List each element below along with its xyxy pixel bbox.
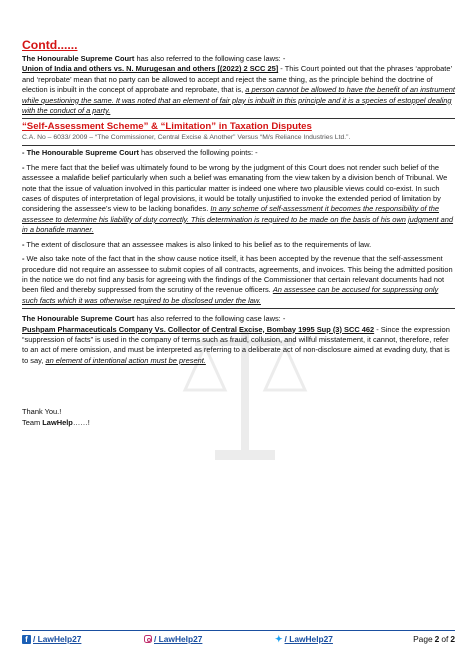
facebook-link[interactable] xyxy=(22,634,81,644)
page-of: of xyxy=(441,634,449,644)
case-text: - This Court pointed out that the phrases ‘approbate’ and ‘reprobate’ mean that no party can be allowed to accept and reject the same thing, as the principle behind the doctrine of election is inbuilt in the concept of approbate and reprobate, that is, xyxy=(22,64,452,95)
twitter-link[interactable] xyxy=(275,634,333,644)
observation-3-emphasis: An assessee can be accused for suppressing only such facts which it was otherwise required to be disclosed under the law. xyxy=(22,285,439,305)
supreme-court-intro-2 xyxy=(22,314,455,324)
intro-text: has also referred to the following case laws: - xyxy=(134,314,286,324)
supreme-court-intro xyxy=(22,54,455,64)
twitter-handle: / LawHelp27 xyxy=(284,634,333,644)
case-title: Union of India and others vs. N. Murugesan and others [(2022) 2 SCC 25] xyxy=(22,64,279,74)
facebook-icon: f xyxy=(22,635,31,644)
intro-text: has also referred to the following case laws: - xyxy=(134,54,286,63)
section-murugesan xyxy=(22,54,455,119)
page-footer xyxy=(22,630,455,647)
case-paragraph-2 xyxy=(22,325,455,367)
facebook-handle: / LawHelp27 xyxy=(33,634,82,644)
thanks-text: Thank You.! xyxy=(22,407,62,417)
dash: - xyxy=(22,254,25,264)
section-title: “Self-Assessment Scheme” & “Limitation” in Taxation Disputes xyxy=(22,121,312,133)
case-emphasis: a person cannot be allowed to have the benefit of an instrument while questioning the same. It was noted that an element of fair play is inbuilt in this principle and it is a species of estoppel dealing with the conduct of a party. xyxy=(22,85,455,116)
page-prefix: Page xyxy=(413,634,433,644)
instagram-link[interactable] xyxy=(144,634,202,644)
court-name: The Honourable Supreme Court xyxy=(26,148,139,158)
document-body xyxy=(22,38,455,428)
observation-1 xyxy=(22,163,455,236)
case-title: Pushpam Pharmaceuticals Company Vs. Collector of Central Excise, Bombay 1995 Sup (3) SCC 462 xyxy=(22,324,375,334)
team-prefix: Team xyxy=(22,417,43,427)
case-text: - Since the expression “suppression of facts” is used in the company of terms such as fraud, collusion, and willful misstatement, it cannot, therefore, refer to an act of mere omission, and must be interpreted as referring to a deliberate act of non-disclosure aimed at evading duty, that is to say, xyxy=(22,324,450,365)
case-emphasis: an element of intentional action must be present. xyxy=(45,355,206,365)
page-number xyxy=(413,634,455,644)
observation-3-text: We also take note of the fact that in the show cause notice itself, it has been accepted by the revenue that the self-assessment procedure did not require an assessee to submit copies of all contracts, agreements, and invoices. This being the admitted position in the notice we do not find any basis for agreeing with the findings of the Commissioner that certain relevant documents had not been filed and thereby suppressed from the scrutiny of the revenue officers. xyxy=(22,254,453,295)
dash: - xyxy=(22,162,25,172)
team-name: LawHelp xyxy=(42,417,73,427)
closing xyxy=(22,407,455,428)
observation-2-text: The extent of disclosure that an assessee makes is also linked to his belief as to the requirements of law. xyxy=(24,239,372,249)
observation-3 xyxy=(22,254,455,306)
twitter-icon: ✦ xyxy=(275,633,283,644)
team-suffix: ……! xyxy=(72,417,90,427)
page-total: 2 xyxy=(450,634,455,644)
section-pushpam xyxy=(22,314,455,366)
dash: - xyxy=(22,148,25,158)
court-name: The Honourable Supreme Court xyxy=(22,314,135,324)
instagram-handle: / LawHelp27 xyxy=(154,634,203,644)
dash: - xyxy=(22,239,25,249)
observed-text: has observed the following points: - xyxy=(138,148,258,158)
instagram-icon xyxy=(144,635,152,643)
observed-intro xyxy=(22,148,455,158)
observation-1-emphasis: In any scheme of self-assessment it becomes the responsibility of the assessee to determine his liability of duty correctly. This determination is required to be made on the basis of his own judgment and in a bonafide manner. xyxy=(22,204,454,235)
observation-2 xyxy=(22,240,455,250)
team-signature xyxy=(22,418,455,428)
court-name: The Honourable Supreme Court xyxy=(22,54,135,63)
case-citation: C.A. No – 6033/ 2009 – “The Commissioner, Central Excise & Another” Versus “M/s Reliance Industries Ltd.”. xyxy=(22,134,351,142)
page-current: 2 xyxy=(434,634,440,644)
case-paragraph xyxy=(22,64,455,116)
observation-1-text: The mere fact that the belief was ultimately found to be wrong by the judgment of this Court does not render such belief of the assessee a malafide belief particularly when such a belief was emanating from the view taken by a division bench of Tribunal. We note that the issue of valuation involved in this particular matter is indeed one where two plausible views could co-exist. In such cases of disputes of interpretation of legal provisions, it would be totally unjustified to invoke the extended period of limitation by considering the assessee’s view to be lacking bonafides. xyxy=(22,162,448,214)
section-observations xyxy=(22,145,455,309)
contd-heading: Contd...... xyxy=(22,38,78,52)
